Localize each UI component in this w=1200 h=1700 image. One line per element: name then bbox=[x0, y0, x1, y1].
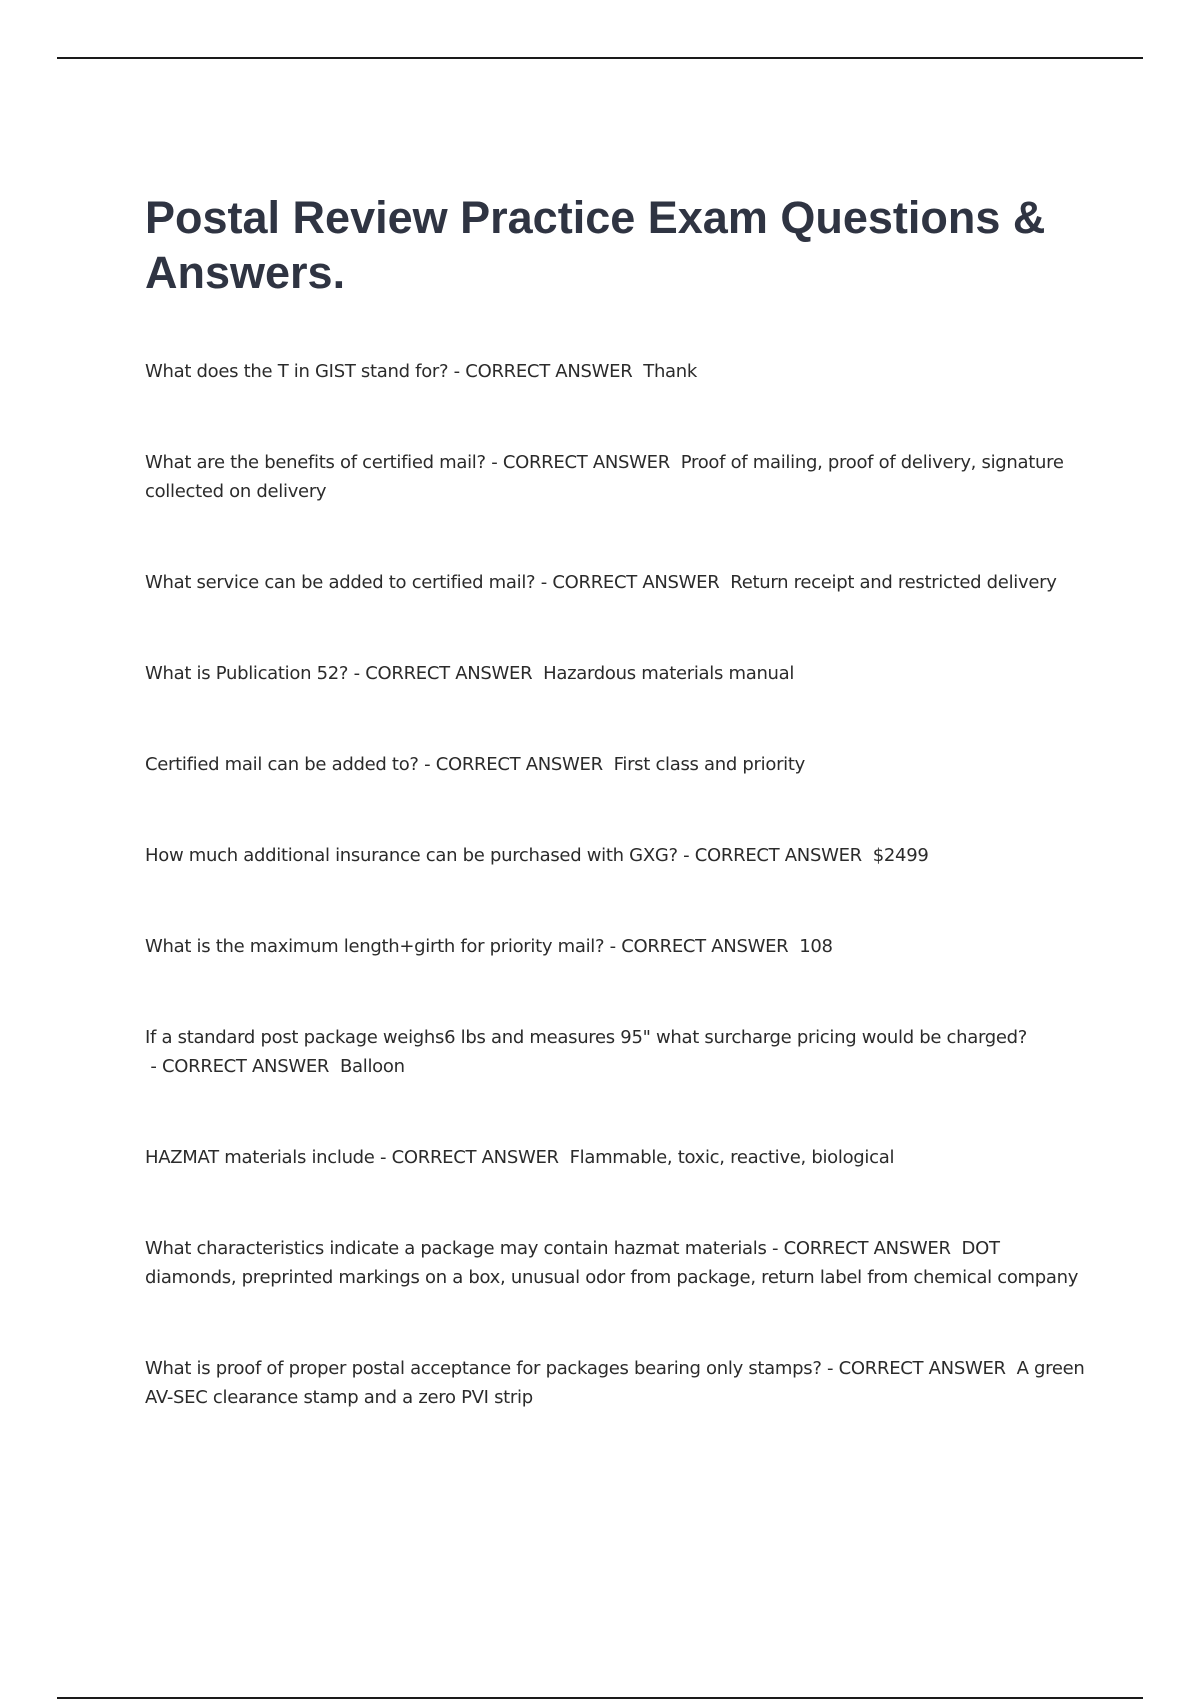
answer-marker: - CORRECT ANSWER bbox=[677, 845, 873, 866]
answer-marker: - CORRECT ANSWER bbox=[145, 1056, 340, 1077]
answer-text: Proof of mailing, proof of delivery, signature collected on delivery bbox=[145, 452, 1064, 502]
answer-marker: - CORRECT ANSWER bbox=[348, 663, 544, 684]
qa-item bbox=[145, 1023, 1095, 1081]
qa-item bbox=[145, 841, 1095, 870]
question-text: What are the benefits of certified mail? bbox=[145, 452, 486, 473]
answer-text: Hazardous materials manual bbox=[543, 663, 795, 684]
answer-marker: - CORRECT ANSWER bbox=[418, 754, 614, 775]
answer-marker: - CORRECT ANSWER bbox=[448, 361, 644, 382]
qa-item bbox=[145, 750, 1095, 779]
qa-item bbox=[145, 659, 1095, 688]
qa-list bbox=[145, 357, 1095, 1412]
qa-item bbox=[145, 932, 1095, 961]
answer-text: First class and priority bbox=[613, 754, 805, 775]
question-text: Certified mail can be added to? bbox=[145, 754, 419, 775]
qa-item bbox=[145, 448, 1095, 506]
qa-item bbox=[145, 1354, 1095, 1412]
question-text: What service can be added to certified mail? bbox=[145, 572, 536, 593]
question-text: If a standard post package weighs6 lbs and measures 95" what surcharge pricing would be charged? bbox=[145, 1027, 1028, 1048]
answer-text: $2499 bbox=[872, 845, 929, 866]
answer-text: Balloon bbox=[339, 1056, 405, 1077]
answer-marker: - CORRECT ANSWER bbox=[374, 1147, 570, 1168]
document-title: Postal Review Practice Exam Questions & Answers. bbox=[145, 192, 1046, 298]
question-text: What characteristics indicate a package may contain hazmat materials bbox=[145, 1238, 767, 1259]
question-text: What is Publication 52? bbox=[145, 663, 349, 684]
answer-marker: - CORRECT ANSWER bbox=[766, 1238, 962, 1259]
question-text: What does the T in GIST stand for? bbox=[145, 361, 449, 382]
question-text: How much additional insurance can be purchased with GXG? bbox=[145, 845, 678, 866]
top-rule bbox=[57, 57, 1143, 59]
page-content bbox=[145, 190, 1095, 1474]
answer-text: DOT diamonds, preprinted markings on a box, unusual odor from package, return label from chemical company bbox=[145, 1238, 1079, 1288]
question-text: HAZMAT materials include bbox=[145, 1147, 375, 1168]
answer-marker: - CORRECT ANSWER bbox=[485, 452, 681, 473]
answer-marker: - CORRECT ANSWER bbox=[535, 572, 731, 593]
answer-text: A green AV-SEC clearance stamp and a zero PVI strip bbox=[145, 1358, 1085, 1408]
question-text: What is the maximum length+girth for priority mail? bbox=[145, 936, 605, 957]
question-text: What is proof of proper postal acceptance for packages bearing only stamps? bbox=[145, 1358, 822, 1379]
qa-item bbox=[145, 357, 1095, 386]
answer-text: Flammable, toxic, reactive, biological bbox=[569, 1147, 895, 1168]
answer-marker: - CORRECT ANSWER bbox=[604, 936, 800, 957]
qa-item bbox=[145, 1234, 1095, 1292]
answer-text: 108 bbox=[799, 936, 833, 957]
answer-text: Return receipt and restricted delivery bbox=[730, 572, 1057, 593]
answer-text: Thank bbox=[643, 361, 698, 382]
bottom-rule bbox=[57, 1697, 1143, 1699]
qa-item bbox=[145, 568, 1095, 597]
qa-item bbox=[145, 1143, 1095, 1172]
answer-marker: - CORRECT ANSWER bbox=[821, 1358, 1017, 1379]
